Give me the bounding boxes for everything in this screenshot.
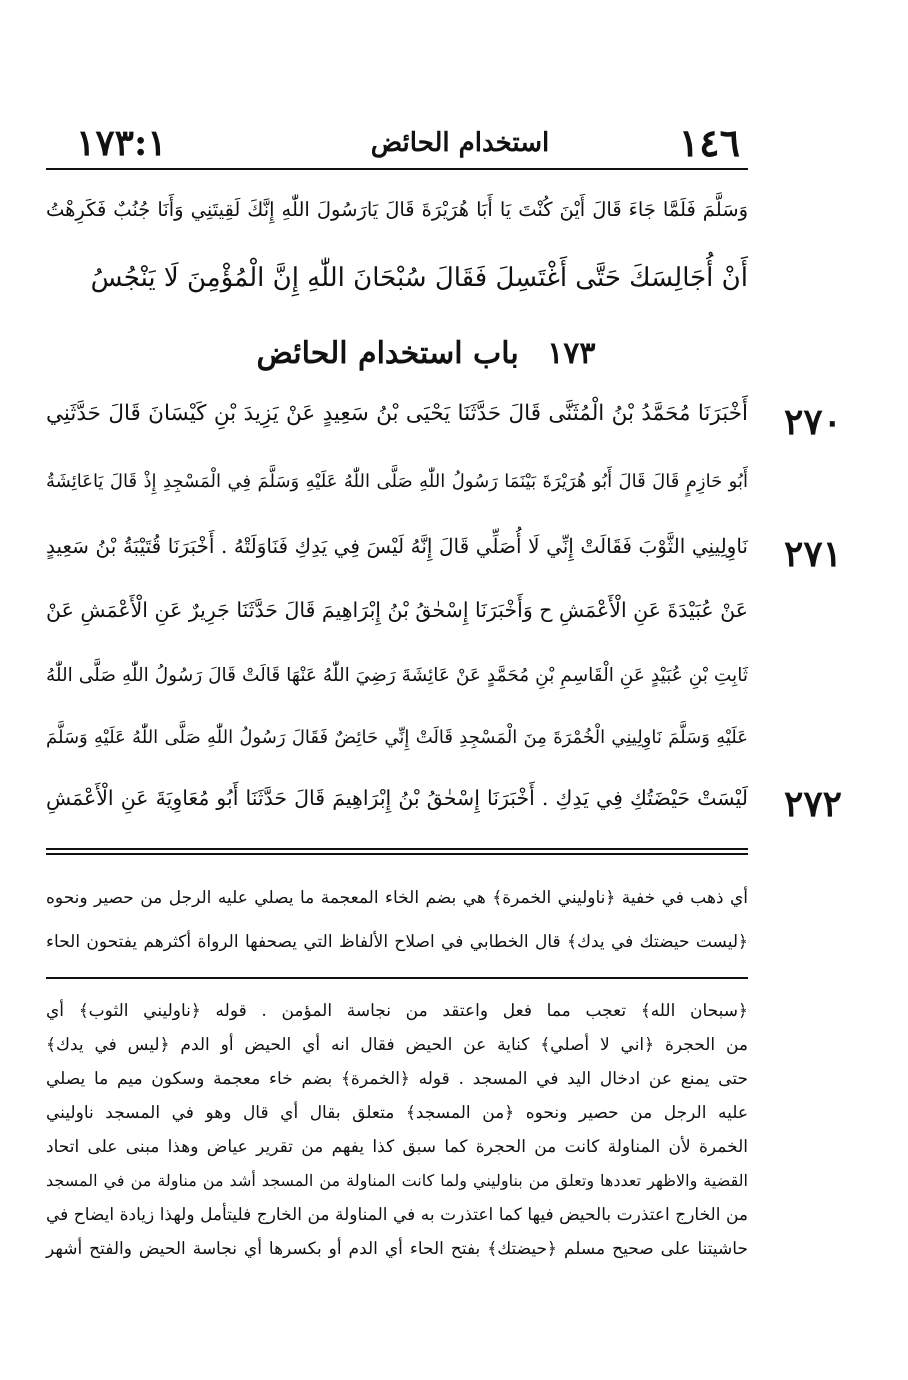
text-line: أَنْ أُجَالِسَكَ حَتَّى أَغْتَسِلَ فَقَالَ سُبْحَانَ اللّٰهِ إِنَّ الْمُؤْمِنَ لَا يَنْجُسُ	[90, 263, 748, 293]
hadith-line: لَيْسَتْ حَيْضَتُكِ فِي يَدِكِ . أَخْبَرَنَا إِسْحٰقُ بْنُ إِبْرَاهِيمَ قَالَ حَدَّثَنَا أَبُو مُعَاوِيَةَ عَنِ الْأَعْمَشِ	[46, 786, 748, 810]
hadith-line: نَاوِلِينِي الثَّوْبَ فَقَالَتْ إِنِّي لَا أُصَلِّي قَالَ إِنَّهُ لَيْسَ فِي يَدِكِ فَنَاوَلَتْهُ . أَخْبَرَنَا قُتَيْبَةُ بْنُ سَعِيدٍ	[46, 534, 748, 558]
footnote-rule	[46, 848, 748, 850]
hadith-line: عَنْ عُبَيْدَةَ عَنِ الْأَعْمَشِ ح وَأَخْبَرَنَا إِسْحٰقُ بْنُ إِبْرَاهِيمَ قَالَ حَدَّثَنَا جَرِيرٌ عَنِ الْأَعْمَشِ عَنْ	[46, 598, 748, 622]
commentary-line: من الحجرة ﴿اني لا أصلي﴾ كناية عن الحيض فقال انه أي الحيض أو الدم ﴿ليس في يدك﴾	[46, 1035, 748, 1055]
chapter-reference: ١٧٣:١	[76, 122, 167, 164]
text-line: وَسَلَّمَ فَلَمَّا جَاءَ قَالَ أَيْنَ كُنْتَ يَا أَبَا هُرَيْرَةَ قَالَ يَارَسُولَ اللّٰهِ إِنَّكَ لَقِيتَنِي وَأَنَا جُنُبٌ فَكَرِهْتُ	[46, 198, 748, 221]
footnote-rule	[46, 853, 748, 855]
commentary-line: حتى يمنع عن ادخال اليد في المسجد . قوله ﴿الخمرة﴾ بضم خاء معجمة وسكون ميم ما يصلي	[46, 1069, 748, 1089]
section-number: ١٧٣	[547, 336, 596, 371]
hadith-line: ثَابِتِ بْنِ عُبَيْدٍ عَنِ الْقَاسِمِ بْنِ مُحَمَّدٍ عَنْ عَائِشَةَ رَضِيَ اللّٰهُ عَنْهَا قَالَتْ قَالَ رَسُولُ اللّٰهِ صَلَّى اللّٰهُ	[46, 665, 748, 686]
hadith-line: عَلَيْهِ وَسَلَّمَ نَاوِلِينِي الْخُمْرَةَ مِنَ الْمَسْجِدِ قَالَتْ إِنِّي حَائِضٌ فَقَالَ رَسُولُ اللّٰهِ صَلَّى اللّٰهُ عَلَيْهِ وَسَلَّمَ	[46, 727, 748, 748]
commentary-line: القضية والاظهر تعددها وتعلق من بناوليني ولما كانت المناولة من المسجد أشد من مناولة من في المسجد	[46, 1171, 748, 1190]
commentary-line: الخمرة لأن المناولة كانت من الحجرة كما سبق كذا يفهم من تقرير عياض وهذا مبنى على اتحاد	[46, 1137, 748, 1157]
page-number: ١٤٦	[678, 120, 740, 165]
commentary-line: عليه الرجل من حصير ونحوه ﴿من المسجد﴾ متعلق بقال أي قال وهو في المسجد ناوليني	[46, 1103, 748, 1123]
commentary-line: أي ذهب في خفية ﴿ناوليني الخمرة﴾ هي بضم الخاء المعجمة ما يصلي عليه الرجل من حصير ونحوه	[46, 888, 748, 908]
commentary-rule	[46, 977, 748, 979]
commentary-line: حاشيتنا على صحيح مسلم ﴿حيضتك﴾ بفتح الحاء أي الدم أو بكسرها أي نجاسة الحيض والفتح أشهر	[46, 1239, 748, 1259]
header-rule	[46, 168, 748, 170]
hadith-line: أَبُو حَازِمٍ قَالَ قَالَ أَبُو هُرَيْرَةَ بَيْنَمَا رَسُولُ اللّٰهِ صَلَّى اللّٰهُ عَلَيْهِ وَسَلَّمَ فِي الْمَسْجِدِ إِذْ قَالَ يَاعَائِشَةُ	[46, 471, 748, 492]
commentary-line: من الخارج اعتذرت بالحيض فيها كما اعتذرت به في المناولة من الخارج فليتأمل ولهذا زيادة ايضاح في	[46, 1205, 748, 1225]
commentary-line: ﴿سبحان الله﴾ تعجب مما فعل واعتقد من نجاسة المؤمن . قوله ﴿ناوليني الثوب﴾ أي	[46, 1001, 748, 1021]
section-title: باب استخدام الحائض	[256, 336, 519, 371]
running-title: استخدام الحائض	[370, 128, 550, 158]
section-heading	[196, 332, 656, 376]
page-header	[0, 118, 908, 168]
hadith-number: ٢٧٢	[784, 783, 843, 825]
hadith-line: أَخْبَرَنَا مُحَمَّدُ بْنُ الْمُثَنَّى قَالَ حَدَّثَنَا يَحْيَى بْنُ سَعِيدٍ عَنْ يَزِيدَ بْنِ كَيْسَانَ قَالَ حَدَّثَنِي	[46, 401, 748, 426]
hadith-number: ٢٧٠	[784, 401, 843, 443]
commentary-line: ﴿ليست حيضتك في يدك﴾ قال الخطابي في اصلاح الألفاظ التي يصحفها الرواة أكثرهم يفتحون الحاء	[46, 932, 748, 952]
hadith-number: ٢٧١	[784, 533, 843, 575]
